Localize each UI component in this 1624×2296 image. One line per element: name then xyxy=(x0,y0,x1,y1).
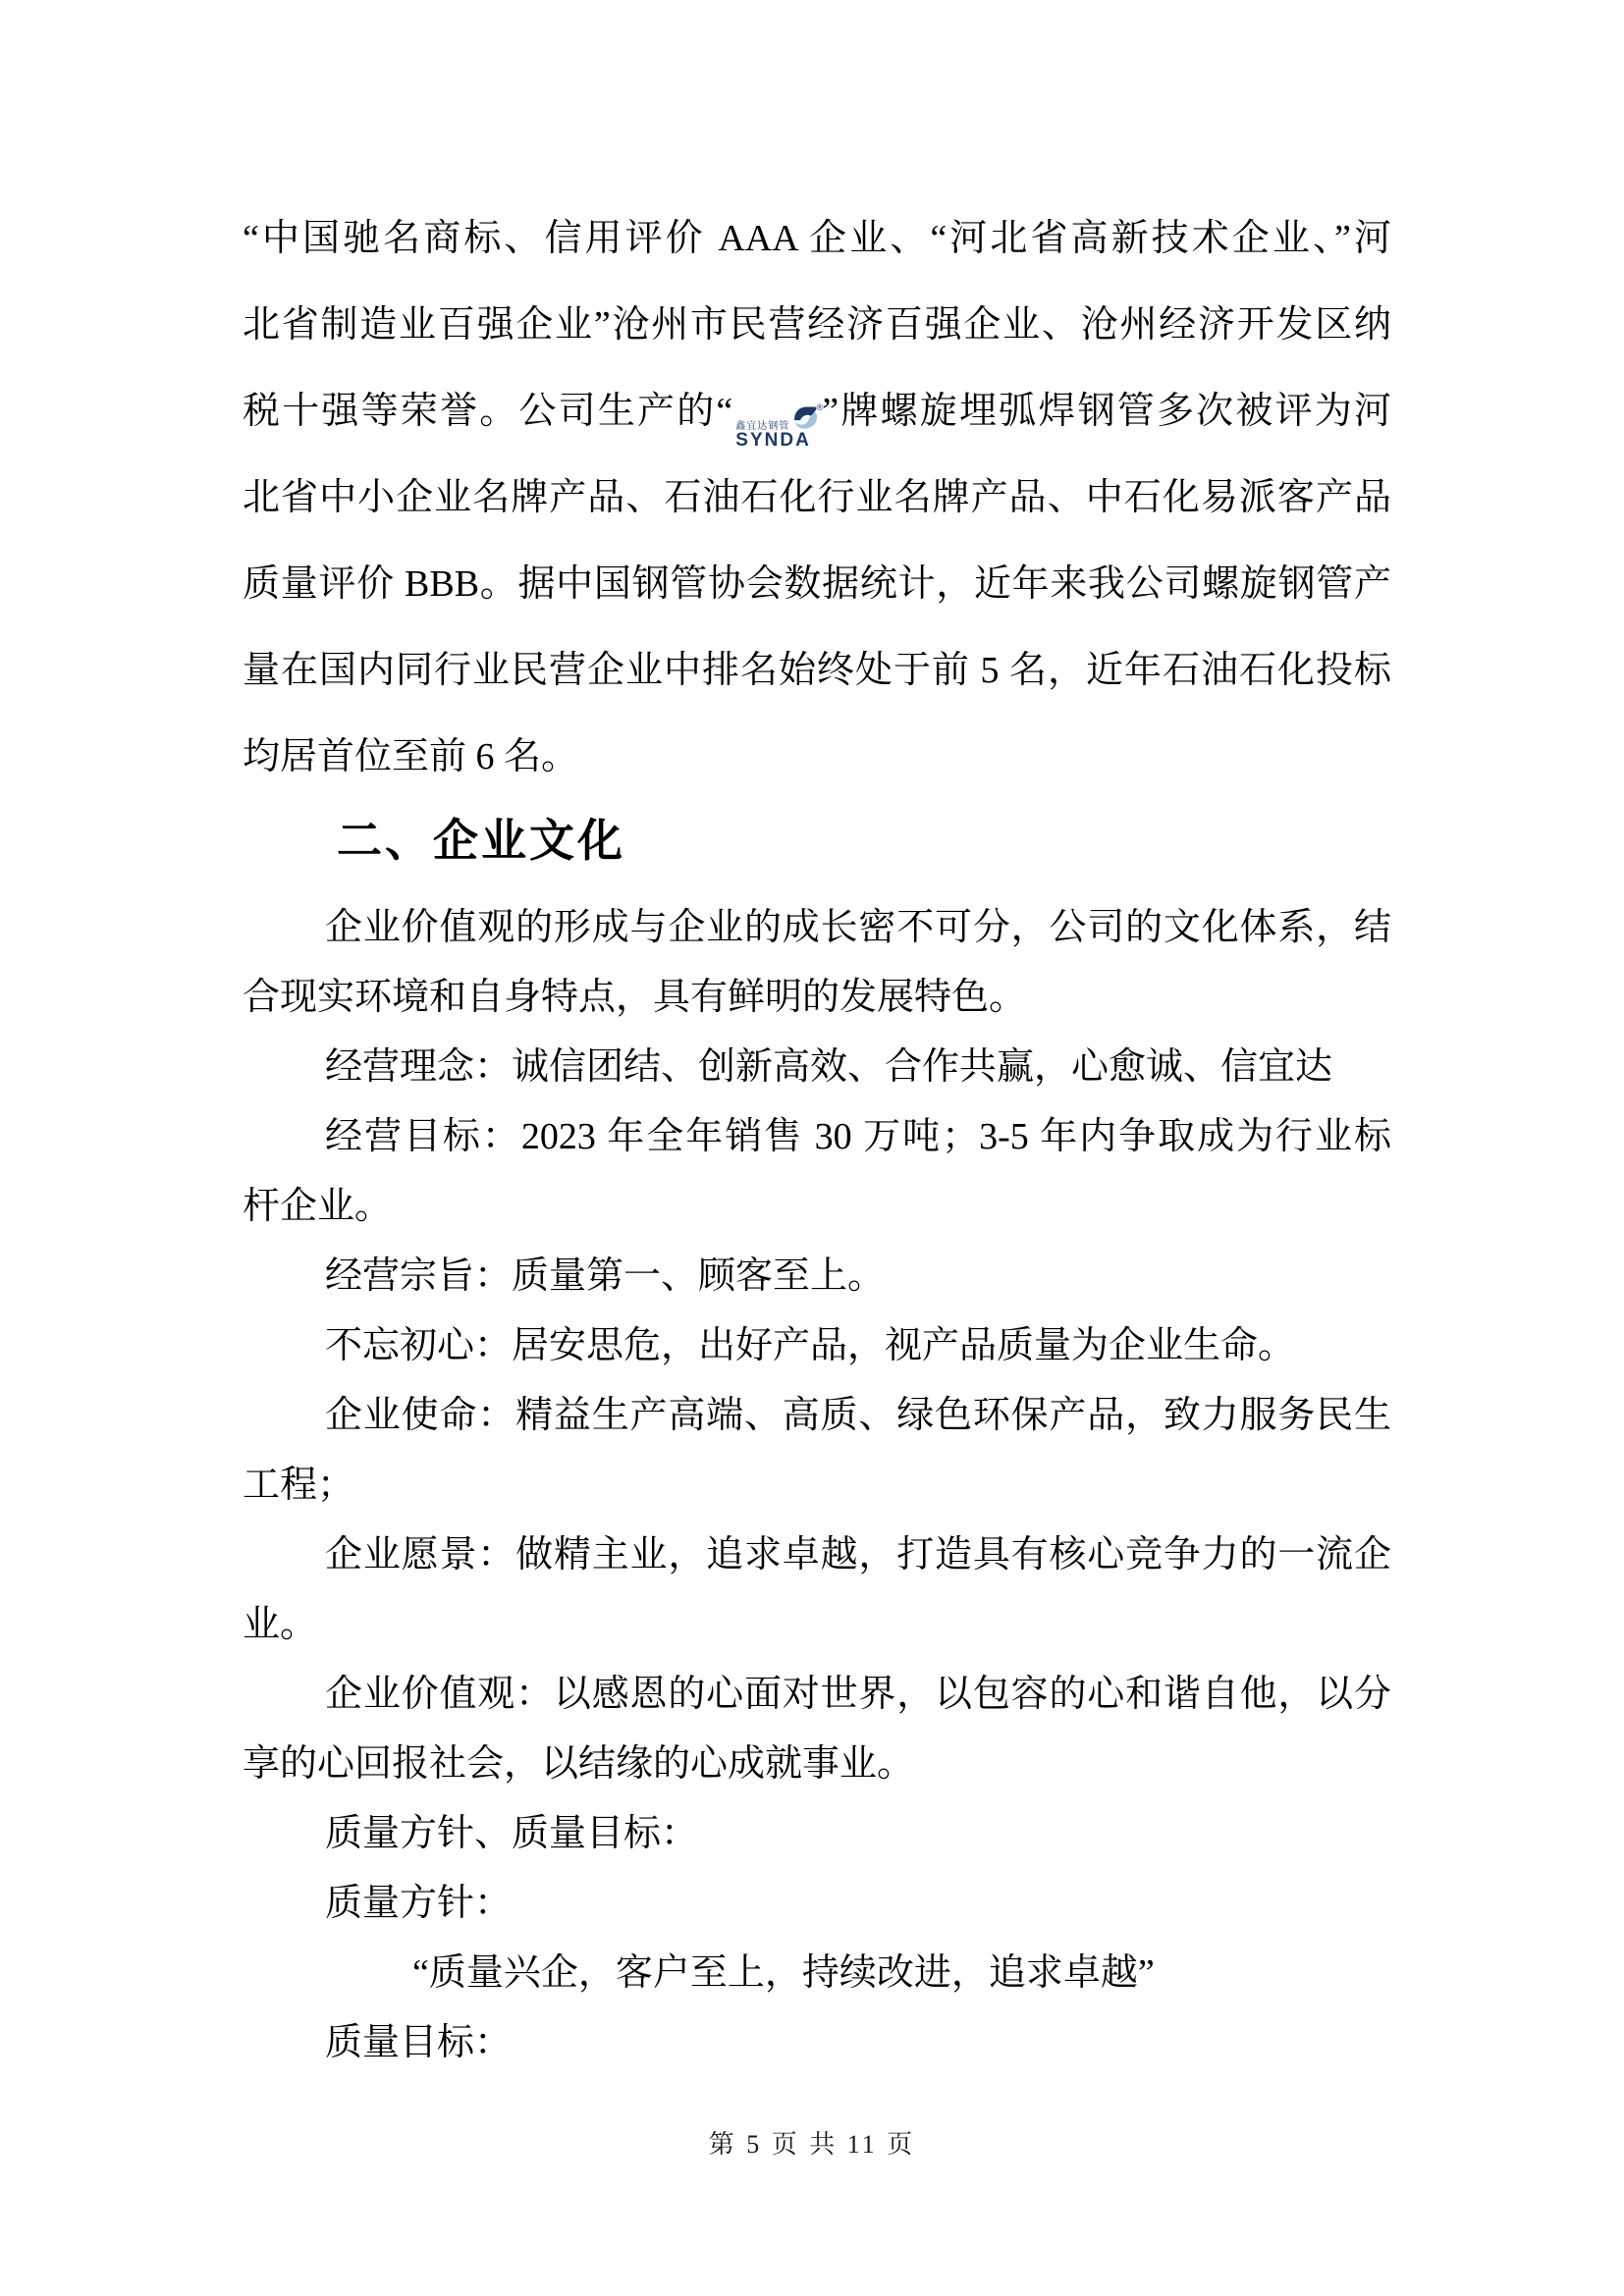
culture-line-tenet: 经营宗旨：质量第一、顾客至上。 xyxy=(325,1255,886,1297)
logo-chinese-name: 鑫宜达钢管 xyxy=(735,421,790,432)
culture-line-quality-policy-label: 质量方针： xyxy=(325,1883,513,1924)
culture-line-mission-2: 工程； xyxy=(243,1465,355,1506)
honors-line-5: 质量评价 BBB。据中国钢管协会数据统计，近年来我公司螺旋钢管产 xyxy=(243,563,1391,605)
honors-line-3-text-before: 税十强等荣誉。公司生产的“ xyxy=(243,391,733,432)
page-footer xyxy=(0,2128,1624,2162)
honors-line-3 xyxy=(243,368,1391,454)
culture-line-vision-2: 业。 xyxy=(243,1604,318,1645)
culture-line-quality-target-label: 质量目标： xyxy=(325,2022,513,2063)
honors-line-6: 量在国内同行业民营企业中排名始终处于前 5 名，近年石油石化投标 xyxy=(243,650,1391,691)
culture-line-goal-1: 经营目标：2023 年全年销售 30 万吨；3-5 年内争取成为行业标 xyxy=(325,1116,1391,1157)
logo-brand-name: SYNDA xyxy=(735,430,811,451)
page-number-text: 第 5 页 共 11 页 xyxy=(708,2130,916,2159)
honors-line-3-text-after: ”牌螺旋埋弧焊钢管多次被评为河 xyxy=(822,391,1391,432)
culture-line-goal-2: 杆企业。 xyxy=(243,1186,393,1227)
culture-line-philosophy: 经营理念：诚信团结、创新高效、合作共赢，心愈诚、信宜达 xyxy=(325,1046,1333,1088)
honors-line-4: 北省中小企业名牌产品、石油石化行业名牌产品、中石化易派客产品 xyxy=(243,477,1391,518)
culture-line-quality-intro: 质量方针、质量目标： xyxy=(325,1813,699,1854)
culture-line-values-1: 企业价值观：以感恩的心面对世界，以包容的心和谐自他，以分 xyxy=(325,1674,1391,1715)
section-corporate-culture xyxy=(243,893,1391,2078)
section-heading-corporate-culture: 二、企业文化 xyxy=(337,815,625,866)
culture-line-mission-1: 企业使命：精益生产高端、高质、绿色环保产品，致力服务民生 xyxy=(325,1395,1391,1436)
honors-line-7: 均居首位至前 6 名。 xyxy=(243,736,579,777)
registered-trademark-icon: ® xyxy=(816,402,824,412)
paragraph-honors xyxy=(243,195,1391,800)
synda-brand-logo xyxy=(735,402,824,451)
logo-swirl-icon xyxy=(792,405,819,432)
culture-line-values-2: 享的心回报社会，以结缘的心成就事业。 xyxy=(243,1743,915,1785)
culture-line-quality-policy-quote: “质量兴企，客户至上，持续改进，追求卓越” xyxy=(412,1952,1155,1994)
honors-line-1: “中国驰名商标、信用评价 AAA 企业、“河北省高新技术企业、”河 xyxy=(243,218,1391,259)
culture-line-vision-1: 企业愿景：做精主业，追求卓越，打造具有核心竞争力的一流企 xyxy=(325,1534,1391,1575)
culture-line-original-heart: 不忘初心：居安思危，出好产品，视产品质量为企业生命。 xyxy=(325,1325,1296,1366)
honors-line-2: 北省制造业百强企业”沧州市民营经济百强企业、沧州经济开发区纳 xyxy=(243,304,1391,346)
culture-line-values-intro-2: 合现实环境和自身特点，具有鲜明的发展特色。 xyxy=(243,977,1027,1018)
culture-line-values-intro-1: 企业价值观的形成与企业的成长密不可分，公司的文化体系，结 xyxy=(325,907,1391,948)
